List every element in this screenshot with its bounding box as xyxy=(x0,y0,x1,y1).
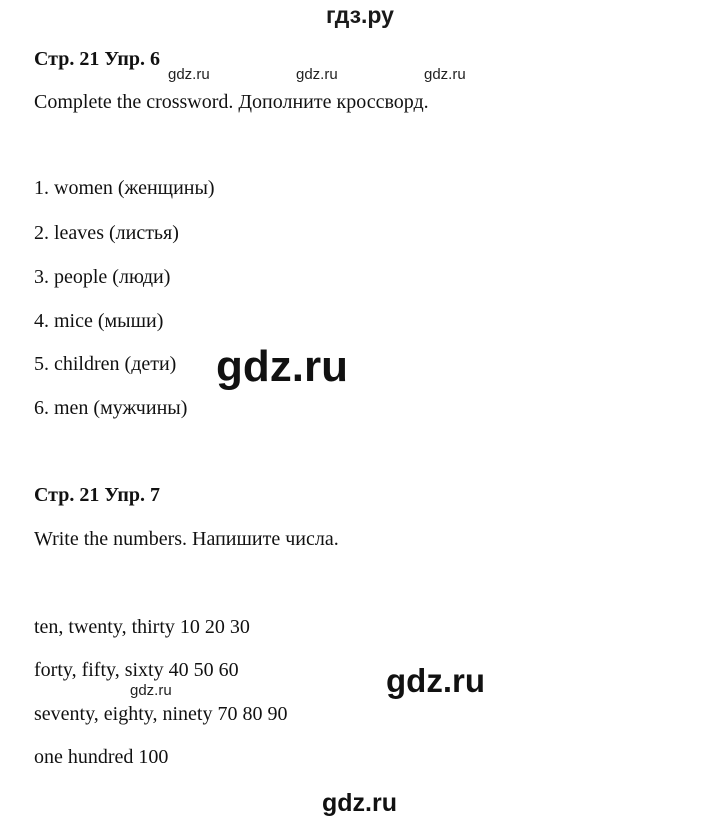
small-watermark-1: gdz.ru xyxy=(168,66,210,83)
small-watermark-4: gdz.ru xyxy=(130,682,172,699)
exercise-6-item-1: 1. women (женщины) xyxy=(34,177,215,199)
big-watermark: gdz.ru xyxy=(216,342,348,391)
exercise-6-item-2: 2. leaves (листья) xyxy=(34,222,179,244)
exercise-6-item-6: 6. men (мужчины) xyxy=(34,397,188,419)
exercise-6-instruction: Complete the crossword. Дополните кроссворд. xyxy=(34,91,429,113)
exercise-7-instruction: Write the numbers. Напишите числа. xyxy=(34,528,339,550)
header-watermark: гдз.ру xyxy=(326,2,394,28)
exercise-7-item-1: ten, twenty, thirty 10 20 30 xyxy=(34,616,250,638)
exercise-7-item-2: forty, fifty, sixty 40 50 60 xyxy=(34,659,239,681)
exercise-6-item-4: 4. mice (мыши) xyxy=(34,310,164,332)
footer-watermark: gdz.ru xyxy=(322,789,397,817)
exercise-7-heading: Стр. 21 Упр. 7 xyxy=(34,484,161,506)
exercise-6-heading: Стр. 21 Упр. 6 xyxy=(34,48,161,70)
exercise-7-item-4: one hundred 100 xyxy=(34,746,169,768)
exercise-6-item-5: 5. children (дети) xyxy=(34,353,177,375)
exercise-6-item-3: 3. people (люди) xyxy=(34,266,171,288)
medium-watermark: gdz.ru xyxy=(386,662,485,699)
small-watermark-3: gdz.ru xyxy=(424,66,466,83)
small-watermark-2: gdz.ru xyxy=(296,66,338,83)
exercise-7-item-3: seventy, eighty, ninety 70 80 90 xyxy=(34,703,288,725)
